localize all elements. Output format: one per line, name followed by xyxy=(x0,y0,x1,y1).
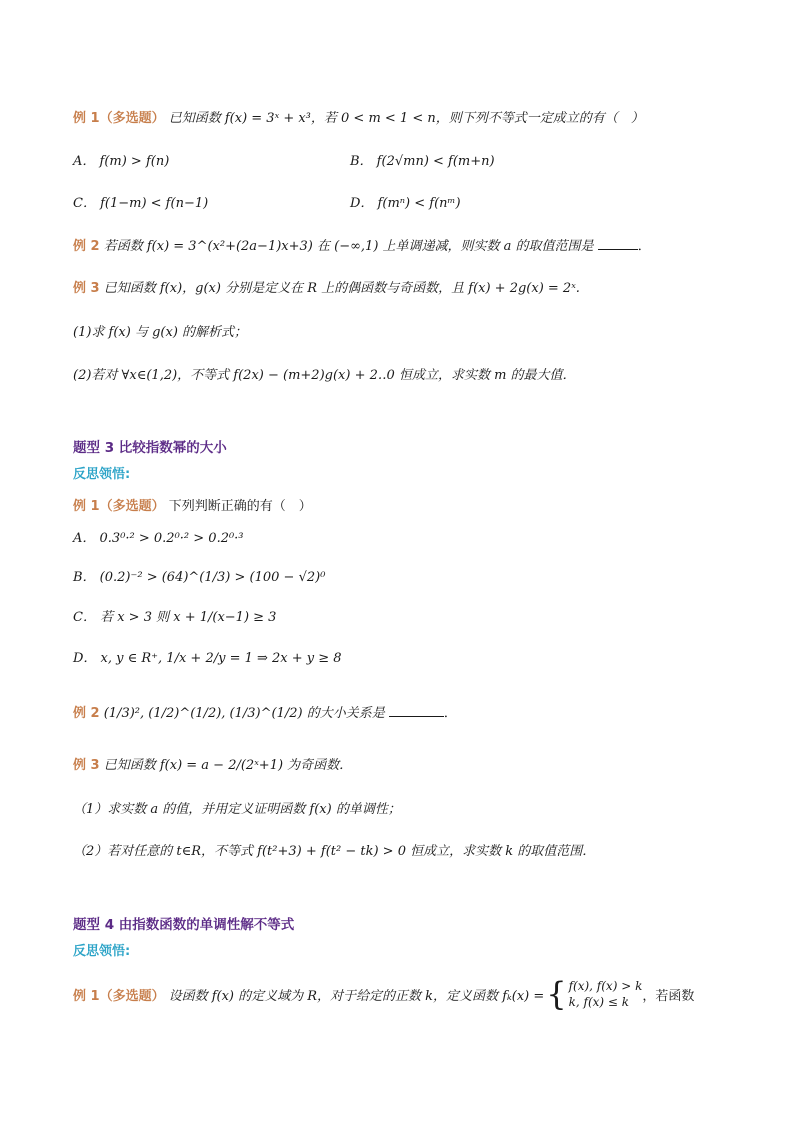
ex1-question xyxy=(73,107,644,126)
s3-option-a: A． 0.3⁰·² > 0.2⁰·² > 0.2⁰·³ xyxy=(73,531,244,546)
question-text: (1/3)², (1/2)^(1/2), (1/3)^(1/2) 的大小关系是 xyxy=(103,706,385,721)
section-title: 题型 4 由指数函数的单调性解不等式 xyxy=(73,917,295,933)
question-text: 已知函数 f(x) = 3ˣ + x³，若 0 < m < 1 < n，则下列不等式一定成立的有（ ） xyxy=(168,111,644,126)
s3-ex3-part2: （2）若对任意的 t∈R，不等式 f(t²+3) + f(t² − tk) > 0 恒成立，求实数 k 的取值范围． xyxy=(73,844,596,859)
s3-ex3-part1: （1）求实数 a 的值，并用定义证明函数 f(x) 的单调性； xyxy=(73,802,401,817)
s3-ex1-question xyxy=(73,495,312,514)
piecewise-cases: f(x), f(x) > k k, f(x) ≤ k xyxy=(568,979,643,1009)
s3-ex3-question xyxy=(73,754,352,773)
piecewise-brace: { xyxy=(546,975,567,1013)
s3-option-c: C． 若 x > 3 则 x + 1/(x−1) ≥ 3 xyxy=(73,610,277,625)
question-text: 设函数 f(x) 的定义域为 R，对于给定的正数 k，定义函数 fₖ(x) = xyxy=(168,988,545,1004)
answer-blank[interactable] xyxy=(389,716,444,717)
reflect-label: 反思领悟: xyxy=(73,944,131,959)
question-text: 下列判断正确的有（ ） xyxy=(168,499,312,514)
question-text: 已知函数 f(x)，g(x) 分别是定义在 R 上的偶函数与奇函数，且 f(x) + 2g(x) = 2ˣ. xyxy=(103,281,580,296)
s3-option-d: D． x, y ∈ R⁺, 1/x + 2/y = 1 ⇒ 2x + y ≥ 8 xyxy=(73,651,342,666)
ex3-question xyxy=(73,277,580,296)
example-label: 例 2 xyxy=(73,239,100,254)
s4-ex1-question: 例 1（多选题） 设函数 f(x) 的定义域为 R，对于给定的正数 k，定义函数 fₖ(x) = { f(x), f(x) > k k, f(x) ≤ k ，若函数 xyxy=(73,975,695,1013)
option-b: B． f(2√mn) < f(m+n) xyxy=(350,154,495,169)
example-label: 例 3 xyxy=(73,758,100,773)
question-text: 已知函数 f(x) = a − 2/(2ˣ+1) 为奇函数． xyxy=(103,758,353,773)
s3-ex2-question: 例 2 (1/3)², (1/2)^(1/2), (1/3)^(1/2) 的大小关系是 ． xyxy=(73,706,457,721)
example-label: 例 2 xyxy=(73,706,100,721)
s3-option-b: B． (0.2)⁻² > (64)^(1/3) > (100 − √2)⁰ xyxy=(73,570,326,585)
reflect-label: 反思领悟: xyxy=(73,467,131,482)
question-text: 若函数 f(x) = 3^(x²+(2a−1)x+3) 在 (−∞,1) 上单调递减，则实数 a 的取值范围是 xyxy=(103,239,594,254)
ex2-question: 例 2 若函数 f(x) = 3^(x²+(2a−1)x+3) 在 (−∞,1) 上单调递减，则实数 a 的取值范围是 ． xyxy=(73,239,651,254)
example-label: 例 3 xyxy=(73,281,100,296)
example-label: 例 1（多选题） xyxy=(73,988,165,1004)
option-c: C． f(1−m) < f(n−1) xyxy=(73,196,209,211)
example-label: 例 1（多选题） xyxy=(73,499,165,514)
section-title: 题型 3 比较指数幂的大小 xyxy=(73,440,227,456)
ex3-part2: (2)若对 ∀x∈(1,2)，不等式 f(2x) − (m+2)g(x) + 2‥0 恒成立，求实数 m 的最大值． xyxy=(73,368,576,383)
example-label: 例 1（多选题） xyxy=(73,111,165,126)
ex3-part1: (1)求 f(x) 与 g(x) 的解析式； xyxy=(73,325,248,340)
answer-blank[interactable] xyxy=(598,249,638,250)
option-a: A． f(m) > f(n) xyxy=(73,154,170,169)
option-d: D． f(mⁿ) < f(nᵐ) xyxy=(350,196,461,211)
